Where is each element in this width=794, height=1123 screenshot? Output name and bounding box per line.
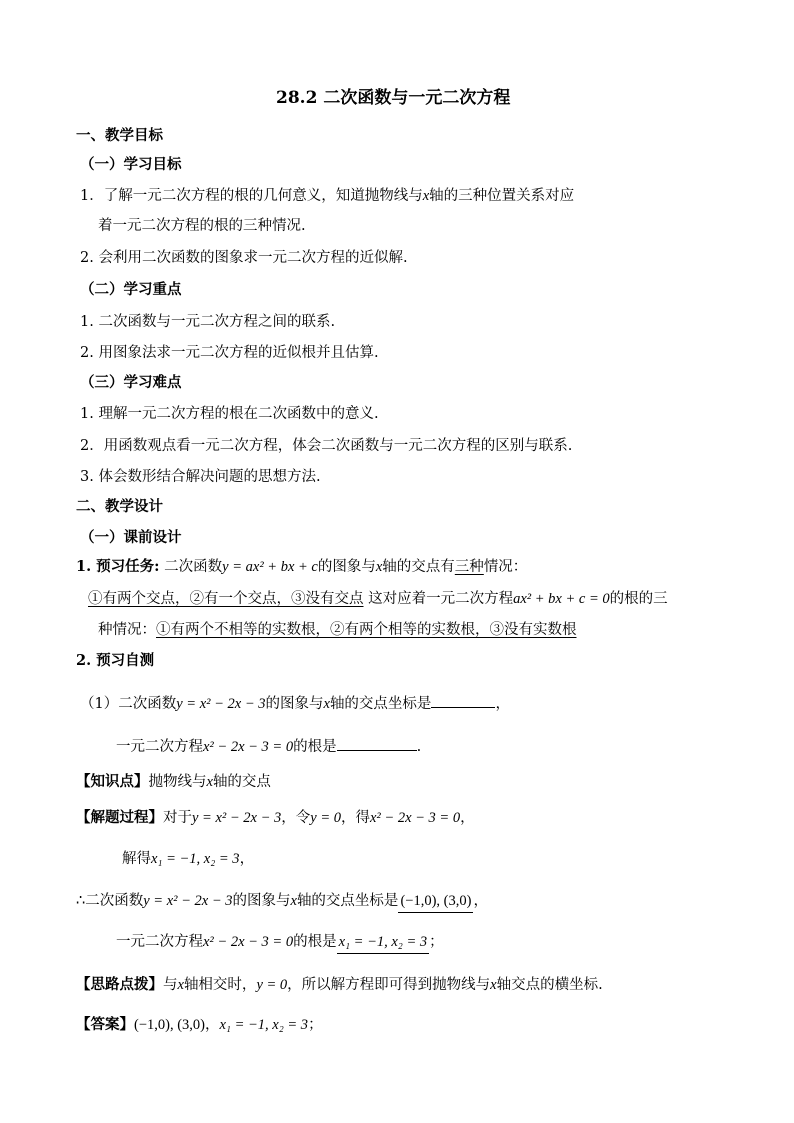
answer-line <box>76 1015 323 1035</box>
knowledge-point-text: 抛物线与 <box>148 774 207 790</box>
question-text: 的根是 <box>293 739 337 755</box>
preview-task-label: 1. 预习任务: <box>76 558 160 575</box>
question-1-line-1 <box>80 693 510 714</box>
hint-label: 【思路点拨】 <box>76 976 163 993</box>
preview-text: 这对应着一元二次方程 <box>363 591 514 607</box>
preview-text: 种情况： <box>98 622 156 638</box>
var-x: x <box>177 977 184 993</box>
answer-roots-value: x₁ = −1, x₂ = 3 <box>219 1017 309 1033</box>
underlined-answer: ①有两个不相等的实数根，②有两个相等的实数根，③没有实数根 <box>156 622 577 638</box>
solution-text: 二次函数 <box>85 893 144 909</box>
section-heading-teaching-goals: 一、教学目标 <box>76 127 163 144</box>
solution-text: 的图象与 <box>232 893 291 909</box>
solution-process <box>76 808 475 828</box>
equation: y = x² − 2x − 3 <box>176 696 266 712</box>
equation: x₁ = −1, x₂ = 3 <box>151 851 240 867</box>
subheading-key-points: （二）学习重点 <box>80 281 182 298</box>
var-x: x <box>422 188 430 204</box>
solution-text: ； <box>429 934 444 950</box>
equation: x² − 2x − 3 = 0 <box>370 810 461 826</box>
hint-line <box>76 975 603 995</box>
question-text: （1）二次函数 <box>80 696 177 712</box>
answer-text: ， <box>205 1017 220 1033</box>
question-text: . <box>416 739 422 755</box>
knowledge-point-text: 轴的交点 <box>212 774 271 790</box>
equation: y = x² − 2x − 3 <box>192 810 282 826</box>
underlined-answer: 三种 <box>454 559 484 575</box>
solution-text: ， <box>460 810 475 826</box>
difficulty-2: 2．用函数观点看一元二次方程，体会二次函数与一元二次方程的区别与联系. <box>80 438 573 454</box>
equation: y = ax² + bx + c <box>222 559 318 575</box>
goal-item-2: 2. 会利用二次函数的图象求一元二次方程的近似解. <box>80 250 408 266</box>
equation: y = x² − 2x − 3 <box>143 893 233 909</box>
difficulty-3: 3. 体会数形结合解决问题的思想方法. <box>80 469 321 485</box>
solution-text: ，得 <box>341 810 370 826</box>
preview-text: 的根的三 <box>609 591 668 607</box>
solution-text: 轴的交点坐标是 <box>296 893 399 909</box>
knowledge-point-label: 【知识点】 <box>76 773 149 790</box>
solution-label: 【解题过程】 <box>76 809 163 826</box>
solution-text: ， <box>473 893 488 909</box>
hint-text: 轴交点的横坐标. <box>496 977 603 993</box>
solution-text: ，令 <box>281 810 311 826</box>
hint-text: 轴相交时， <box>183 977 257 993</box>
preview-text: 的图象与 <box>317 559 376 575</box>
solve-line <box>122 849 254 869</box>
equation: x² − 2x − 3 = 0 <box>203 739 294 755</box>
solution-text: 对于 <box>163 810 192 826</box>
equation: x² − 2x − 3 = 0 <box>203 934 294 950</box>
var-x: x <box>490 977 497 993</box>
answer-roots: x₁ = −1, x₂ = 3 <box>337 932 430 954</box>
therefore-line <box>76 891 488 913</box>
self-test-label: 2. 预习自测 <box>76 652 155 669</box>
solution-text: 一元二次方程 <box>116 934 203 950</box>
answer-label: 【答案】 <box>76 1016 134 1033</box>
preview-text: 轴的交点有 <box>382 559 455 575</box>
roots-line <box>116 932 444 954</box>
answer-points: (−1,0), (3,0) <box>134 1017 205 1033</box>
solution-text: 的根是 <box>293 934 337 950</box>
var-x: x <box>323 696 330 712</box>
solution-text: ， <box>239 851 255 867</box>
preview-task-line-2 <box>88 589 668 609</box>
question-text: 一元二次方程 <box>116 739 203 755</box>
subheading-pre-class-design: （一）课前设计 <box>80 529 182 546</box>
solution-text: 解得 <box>122 851 151 867</box>
preview-task-line-1 <box>76 557 527 577</box>
answer-blank <box>431 693 495 708</box>
answer-text: ； <box>308 1017 323 1033</box>
goal-item-1 <box>80 186 574 206</box>
question-text: ， <box>495 696 510 712</box>
subheading-difficulties: （三）学习难点 <box>80 374 182 391</box>
subheading-learning-goals: （一）学习目标 <box>80 156 182 173</box>
knowledge-point <box>76 772 271 792</box>
underlined-answer: ①有两个交点，②有一个交点，③没有交点 <box>88 591 364 607</box>
preview-text: 二次函数 <box>159 559 223 575</box>
var-x: x <box>206 774 213 790</box>
key-point-1: 1. 二次函数与一元二次方程之间的联系. <box>80 314 336 330</box>
question-text: 轴的交点坐标是 <box>329 696 432 712</box>
goal-item-1-text: 1．了解一元二次方程的根的几何意义，知道抛物线与 <box>80 188 423 204</box>
key-point-2: 2. 用图象法求一元二次方程的近似根并且估算. <box>80 345 379 361</box>
var-x: x <box>375 559 383 575</box>
hint-text: 与 <box>163 977 178 993</box>
hint-text: ，所以解方程即可得到抛物线与 <box>287 977 491 993</box>
answer-intersection-points: (−1,0), (3,0) <box>398 891 473 913</box>
section-heading-teaching-design: 二、教学设计 <box>76 498 163 515</box>
page-title: 28.2 二次函数与一元二次方程 <box>276 88 511 108</box>
equation: ax² + bx + c = 0 <box>513 591 610 607</box>
equation: y = 0 <box>310 810 341 826</box>
goal-item-1-text-b: 轴的三种位置关系对应 <box>429 188 575 204</box>
answer-blank <box>337 736 417 751</box>
question-text: 的图象与 <box>265 696 324 712</box>
var-x: x <box>290 893 297 909</box>
equation: y = 0 <box>256 977 288 993</box>
difficulty-1: 1. 理解一元二次方程的根在二次函数中的意义. <box>80 406 379 422</box>
preview-text: 情况： <box>483 559 528 575</box>
question-1-line-2 <box>116 736 421 757</box>
goal-item-1-cont: 着一元二次方程的根的三种情况. <box>98 218 306 234</box>
preview-task-line-3 <box>98 620 577 640</box>
therefore-symbol: ∴ <box>76 893 86 909</box>
